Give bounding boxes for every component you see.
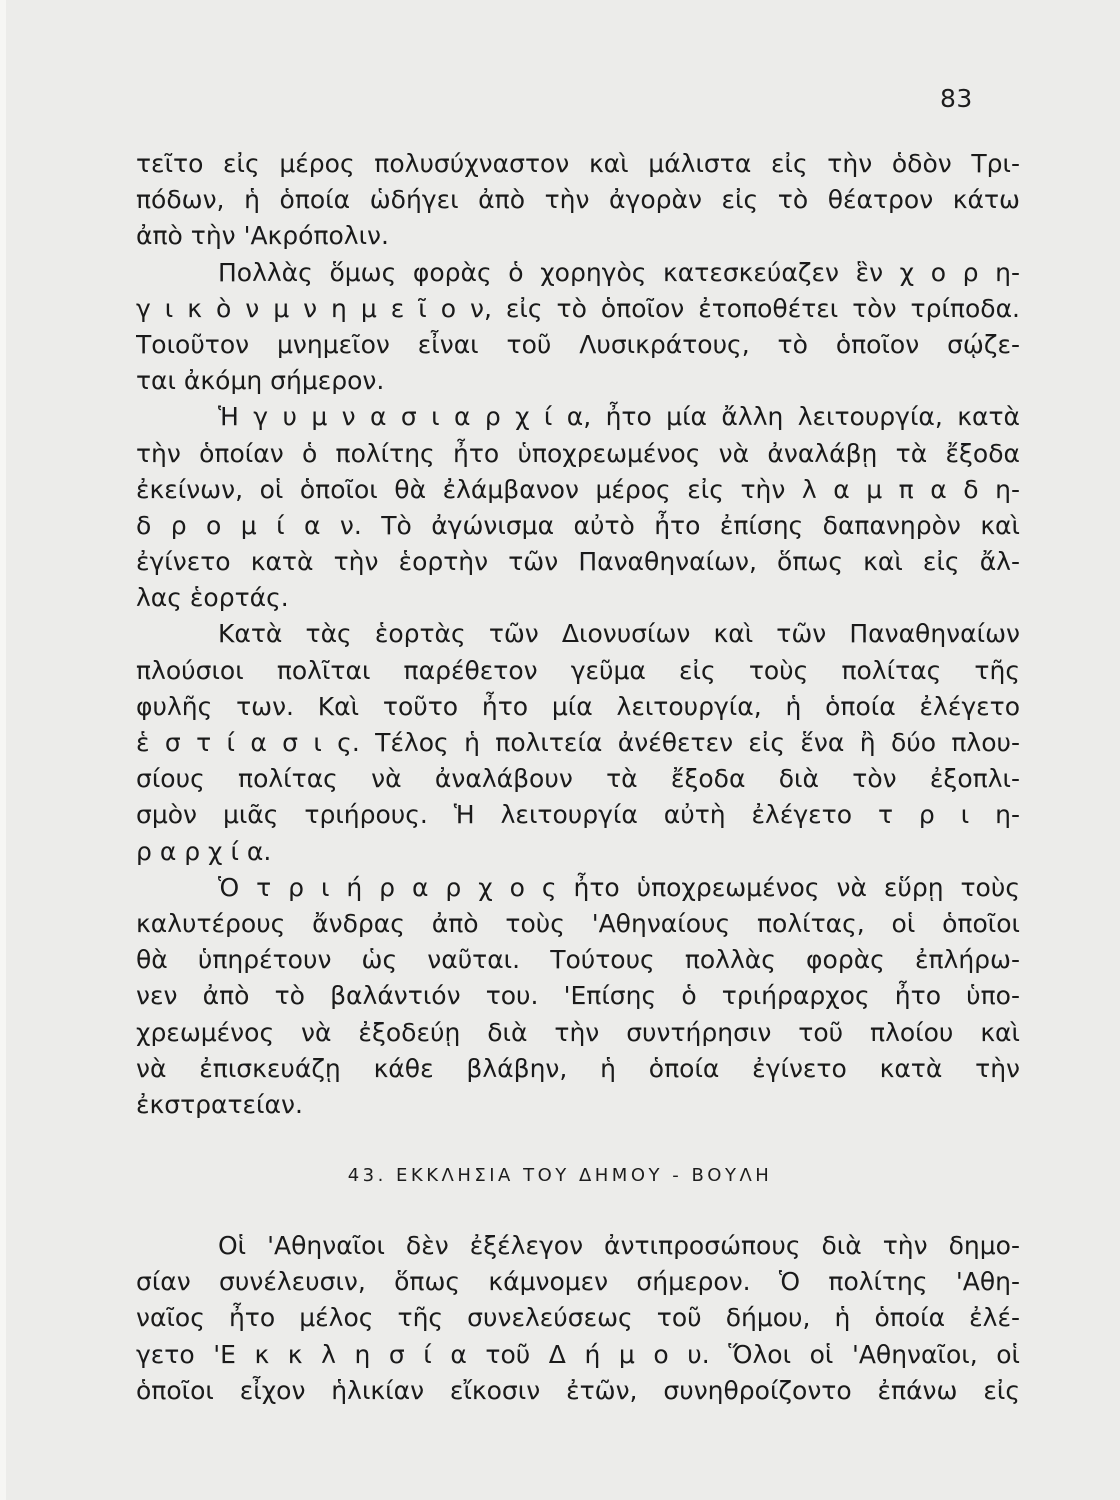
- text-line: θὰ ὑπηρέτουν ὡς ναῦται. Τούτους πολλὰς φορὰς ἐπλήρω-: [136, 945, 1020, 975]
- text-line: Ἡ γ υ μ ν α σ ι α ρ χ ί α, ἦτο μία ἄλλη λειτουργία, κατὰ: [218, 402, 1020, 432]
- text-line: ὁποῖοι εἶχον ἡλικίαν εἴκοσιν ἐτῶν, συνηθροίζοντο ἐπάνω εἰς: [136, 1375, 1020, 1405]
- text-line: νεν ἀπὸ τὸ βαλάντιόν του. 'Επίσης ὁ τριήραρχος ἦτο ὑπο-: [136, 981, 1020, 1011]
- text-line: Ὁ τ ρ ι ή ρ α ρ χ ο ς ἦτο ὑποχρεωμένος νὰ εὕρῃ τοὺς: [218, 872, 1020, 902]
- text-line: ρ α ρ χ ί α.: [136, 836, 272, 866]
- text-line: ἐκείνων, οἱ ὁποῖοι θὰ ἐλάμβανον μέρος εἰς τὴν λ α μ π α δ η-: [136, 474, 1020, 504]
- text-line: γ ι κ ὸ ν μ ν η μ ε ῖ ο ν, εἰς τὸ ὁποῖον ἐτοποθέτει τὸν τρίποδα.: [136, 293, 1020, 323]
- text-line: χρεωμένος νὰ ἐξοδεύῃ διὰ τὴν συντήρησιν τοῦ πλοίου καὶ: [136, 1017, 1020, 1047]
- page-edge: [0, 0, 6, 1500]
- text-line: πόδων, ἡ ὁποία ὡδήγει ἀπὸ τὴν ἀγορὰν εἰς τὸ θέατρον κάτω: [136, 185, 1020, 215]
- text-line: λας ἑορτάς.: [136, 583, 289, 613]
- section-text-block: [136, 1228, 1020, 1409]
- text-line: ται ἀκόμη σήμερον.: [136, 366, 385, 396]
- text-line: σίαν συνέλευσιν, ὅπως κάμνομεν σήμερον. Ὁ πολίτης 'Αθη-: [136, 1267, 1020, 1297]
- text-line: Κατὰ τὰς ἑορτὰς τῶν Διονυσίων καὶ τῶν Παναθηναίων: [218, 619, 1020, 649]
- text-line: πλούσιοι πολῖται παρέθετον γεῦμα εἰς τοὺς πολίτας τῆς: [136, 655, 1020, 685]
- main-text-block: [136, 146, 1020, 1123]
- text-line: φυλῆς των. Καὶ τοῦτο ἦτο μία λειτουργία, ἡ ὁποία ἐλέγετο: [136, 691, 1020, 721]
- text-line: σίους πολίτας νὰ ἀναλάβουν τὰ ἔξοδα διὰ τὸν ἐξοπλι-: [136, 764, 1020, 794]
- text-line: ἐγίνετο κατὰ τὴν ἑορτὴν τῶν Παναθηναίων, ὅπως καὶ εἰς ἄλ-: [136, 547, 1020, 577]
- text-line: Τοιοῦτον μνημεῖον εἶναι τοῦ Λυσικράτους, τὸ ὁποῖον σῴζε-: [136, 329, 1020, 359]
- page-number: 83: [940, 84, 973, 113]
- text-line: τὴν ὁποίαν ὁ πολίτης ἦτο ὑποχρεωμένος νὰ ἀναλάβῃ τὰ ἔξοδα: [136, 438, 1020, 468]
- text-line: γετο 'Ε κ κ λ η σ ί α τοῦ Δ ή μ ο υ. Ὅλοι οἱ 'Αθηναῖοι, οἱ: [136, 1339, 1020, 1369]
- text-line: ἀπὸ τὴν 'Ακρόπολιν.: [136, 221, 389, 251]
- text-line: Πολλὰς ὅμως φορὰς ὁ χορηγὸς κατεσκεύαζεν ἓν χ ο ρ η-: [218, 257, 1020, 287]
- text-line: ναῖος ἦτο μέλος τῆς συνελεύσεως τοῦ δήμου, ἡ ὁποία ἐλέ-: [136, 1303, 1020, 1333]
- text-line: σμὸν μιᾶς τριήρους. Ἡ λειτουργία αὐτὴ ἐλέγετο τ ρ ι η-: [136, 800, 1020, 830]
- text-line: νὰ ἐπισκευάζῃ κάθε βλάβην, ἡ ὁποία ἐγίνετο κατὰ τὴν: [136, 1053, 1020, 1083]
- text-line: ἑ σ τ ί α σ ι ς. Τέλος ἡ πολιτεία ἀνέθετεν εἰς ἕνα ἢ δύο πλου-: [136, 728, 1020, 757]
- text-line: καλυτέρους ἄνδρας ἀπὸ τοὺς 'Αθηναίους πολίτας, οἱ ὁποῖοι: [136, 908, 1020, 938]
- section-heading: 43. ΕΚΚΛΗΣΙΑ ΤΟΥ ΔΗΜΟΥ - ΒΟΥΛΗ: [347, 1165, 773, 1186]
- text-line: τεῖτο εἰς μέρος πολυσύχναστον καὶ μάλιστα εἰς τὴν ὁδὸν Τρι-: [136, 149, 1020, 178]
- text-line: Οἱ 'Αθηναῖοι δὲν ἐξέλεγον ἀντιπροσώπους διὰ τὴν δημο-: [218, 1231, 1020, 1260]
- text-line: δ ρ ο μ ί α ν. Τὸ ἀγώνισμα αὐτὸ ἦτο ἐπίσης δαπανηρὸν καὶ: [136, 510, 1020, 540]
- text-line: ἐκστρατείαν.: [136, 1089, 303, 1119]
